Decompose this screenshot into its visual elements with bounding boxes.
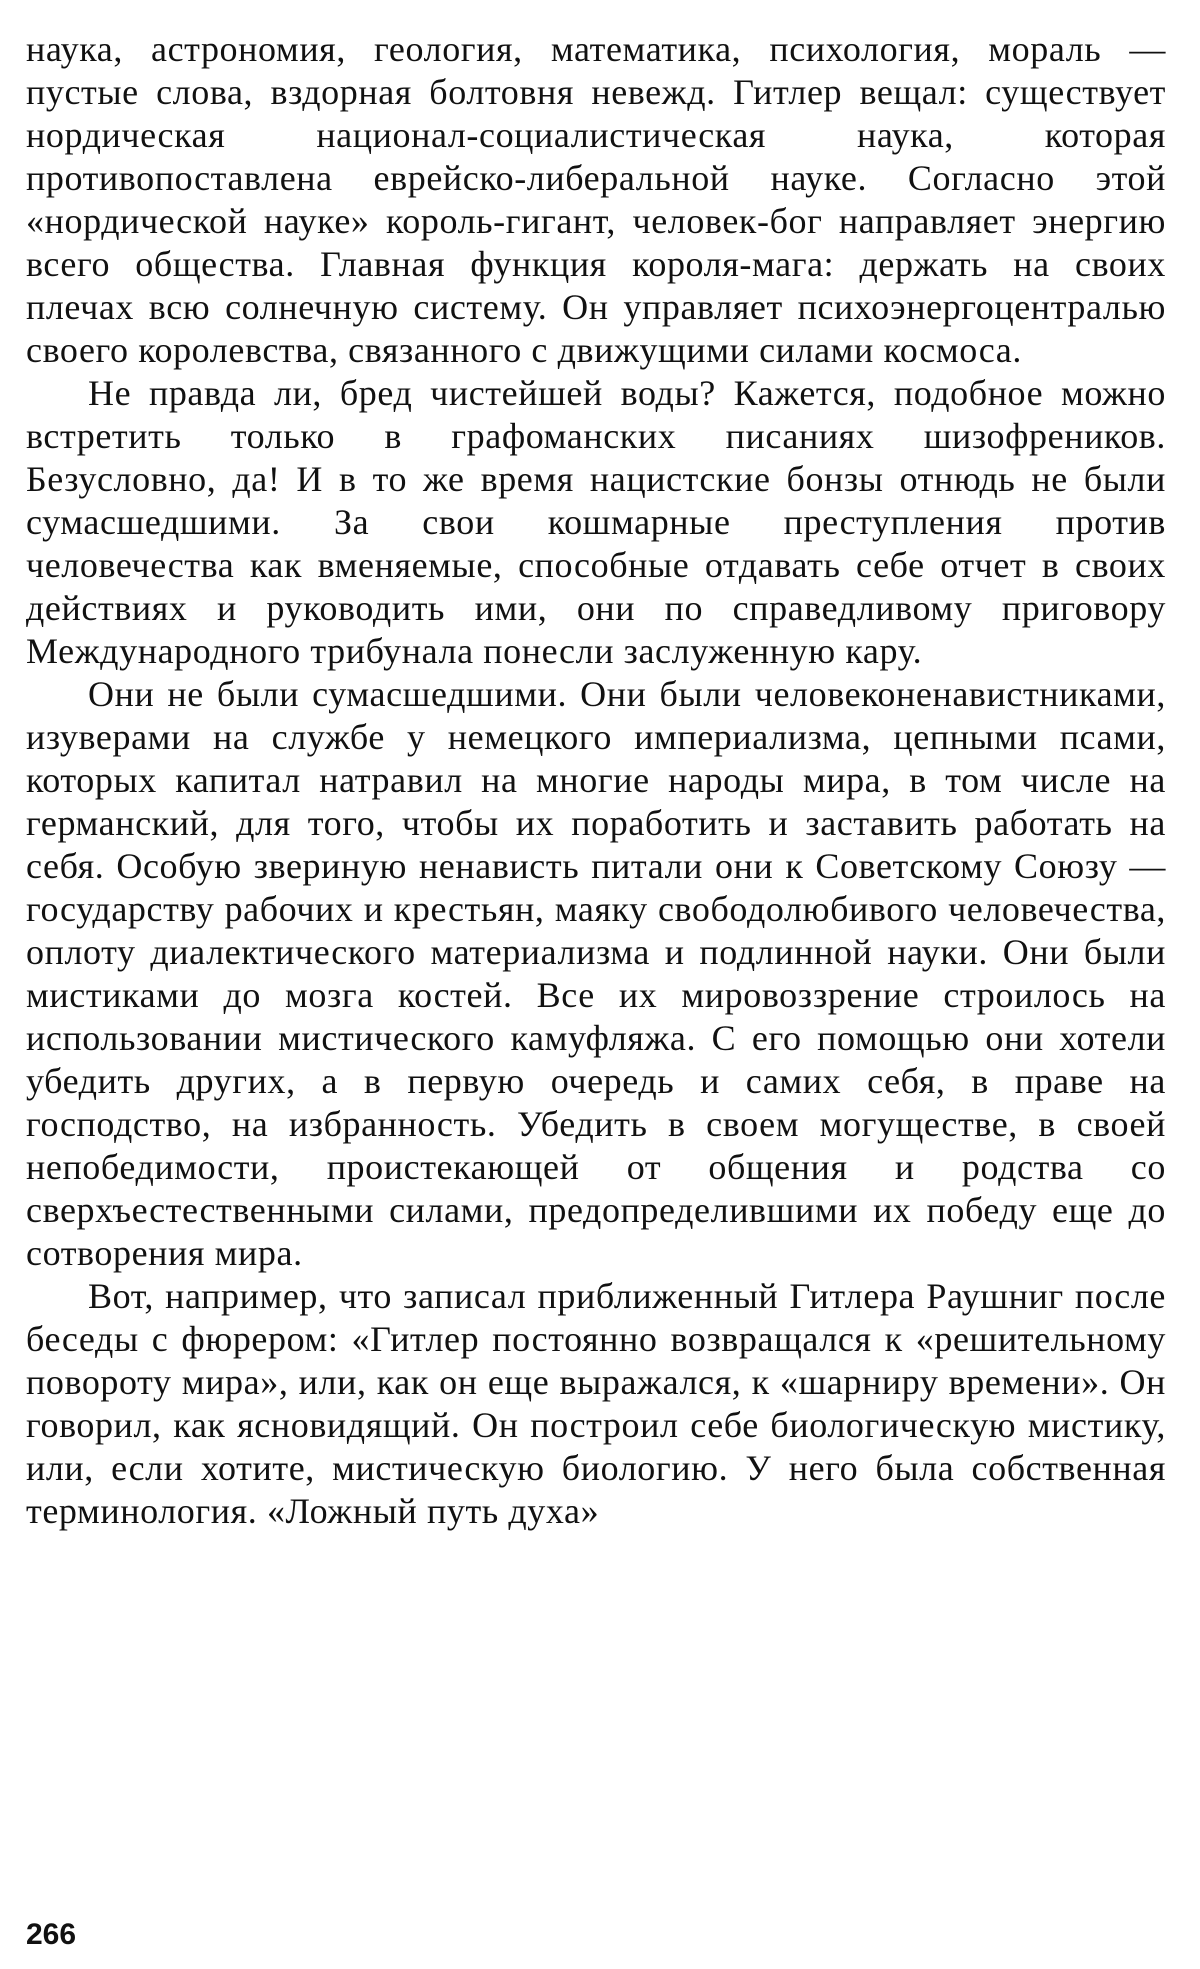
paragraph: Они не были сумасшедшими. Они были человеконенавистниками, изуверами на службе у немецкого империализма, цепными псами, которых капитал натравил на многие народы мира, в том числе на германский, для того, чтобы их поработить и заставить работать на себя. Особую звериную ненависть питали они к Советскому Союзу — государству рабочих и крестьян, маяку свободолюбивого человечества, оплоту диалектического материализма и подлинной науки. Они были мистиками до мозга костей. Все их мировоззрение строилось на использовании мистического камуфляжа. С его помощью они хотели убедить других, а в первую очередь и самих себя, в праве на господство, на избранность. Убедить в своем могуществе, в своей непобедимости, проистекающей от общения и родства со сверхъестественными силами, предопределившими их победу еще до сотворения мира. xyxy=(26,674,1166,1273)
paragraph-continued: наука, астрономия, геология, математика, психология, мораль — пустые слова, вздорная болтовня невежд. Гитлер вещал: существует нордическая национал-социалистическая наука, которая противопоставлена еврейско-либеральной науке. Согласно этой «нордической науке» король-гигант, человек-бог направляет энергию всего общества. Главная функция короля-мага: держать на своих плечах всю солнечную систему. Он управляет психоэнергоцентралью своего королевства, связанного с движущими силами космоса. xyxy=(26,29,1166,370)
page-body xyxy=(26,28,1166,1533)
paragraph: Вот, например, что записал приближенный Гитлера Раушниг после беседы с фюрером: «Гитлер постоянно возвращался к «решительному повороту мира», или, как он еще выражался, к «шарниру времени». Он говорил, как ясновидящий. Он построил себе биологическую мистику, или, если хотите, мистическую биологию. У него была собственная терминология. «Ложный путь духа» xyxy=(26,1276,1166,1531)
paragraph: Не правда ли, бред чистейшей воды? Кажется, подобное можно встретить только в графоманских писаниях шизофреников. Безусловно, да! И в то же время нацистские бонзы отнюдь не были сумасшедшими. За свои кошмарные преступления против человечества как вменяемые, способные отдавать себе отчет в своих действиях и руководить ими, они по справедливому приговору Международного трибунала понесли заслуженную кару. xyxy=(26,373,1166,671)
page-number: 266 xyxy=(26,1918,77,1951)
